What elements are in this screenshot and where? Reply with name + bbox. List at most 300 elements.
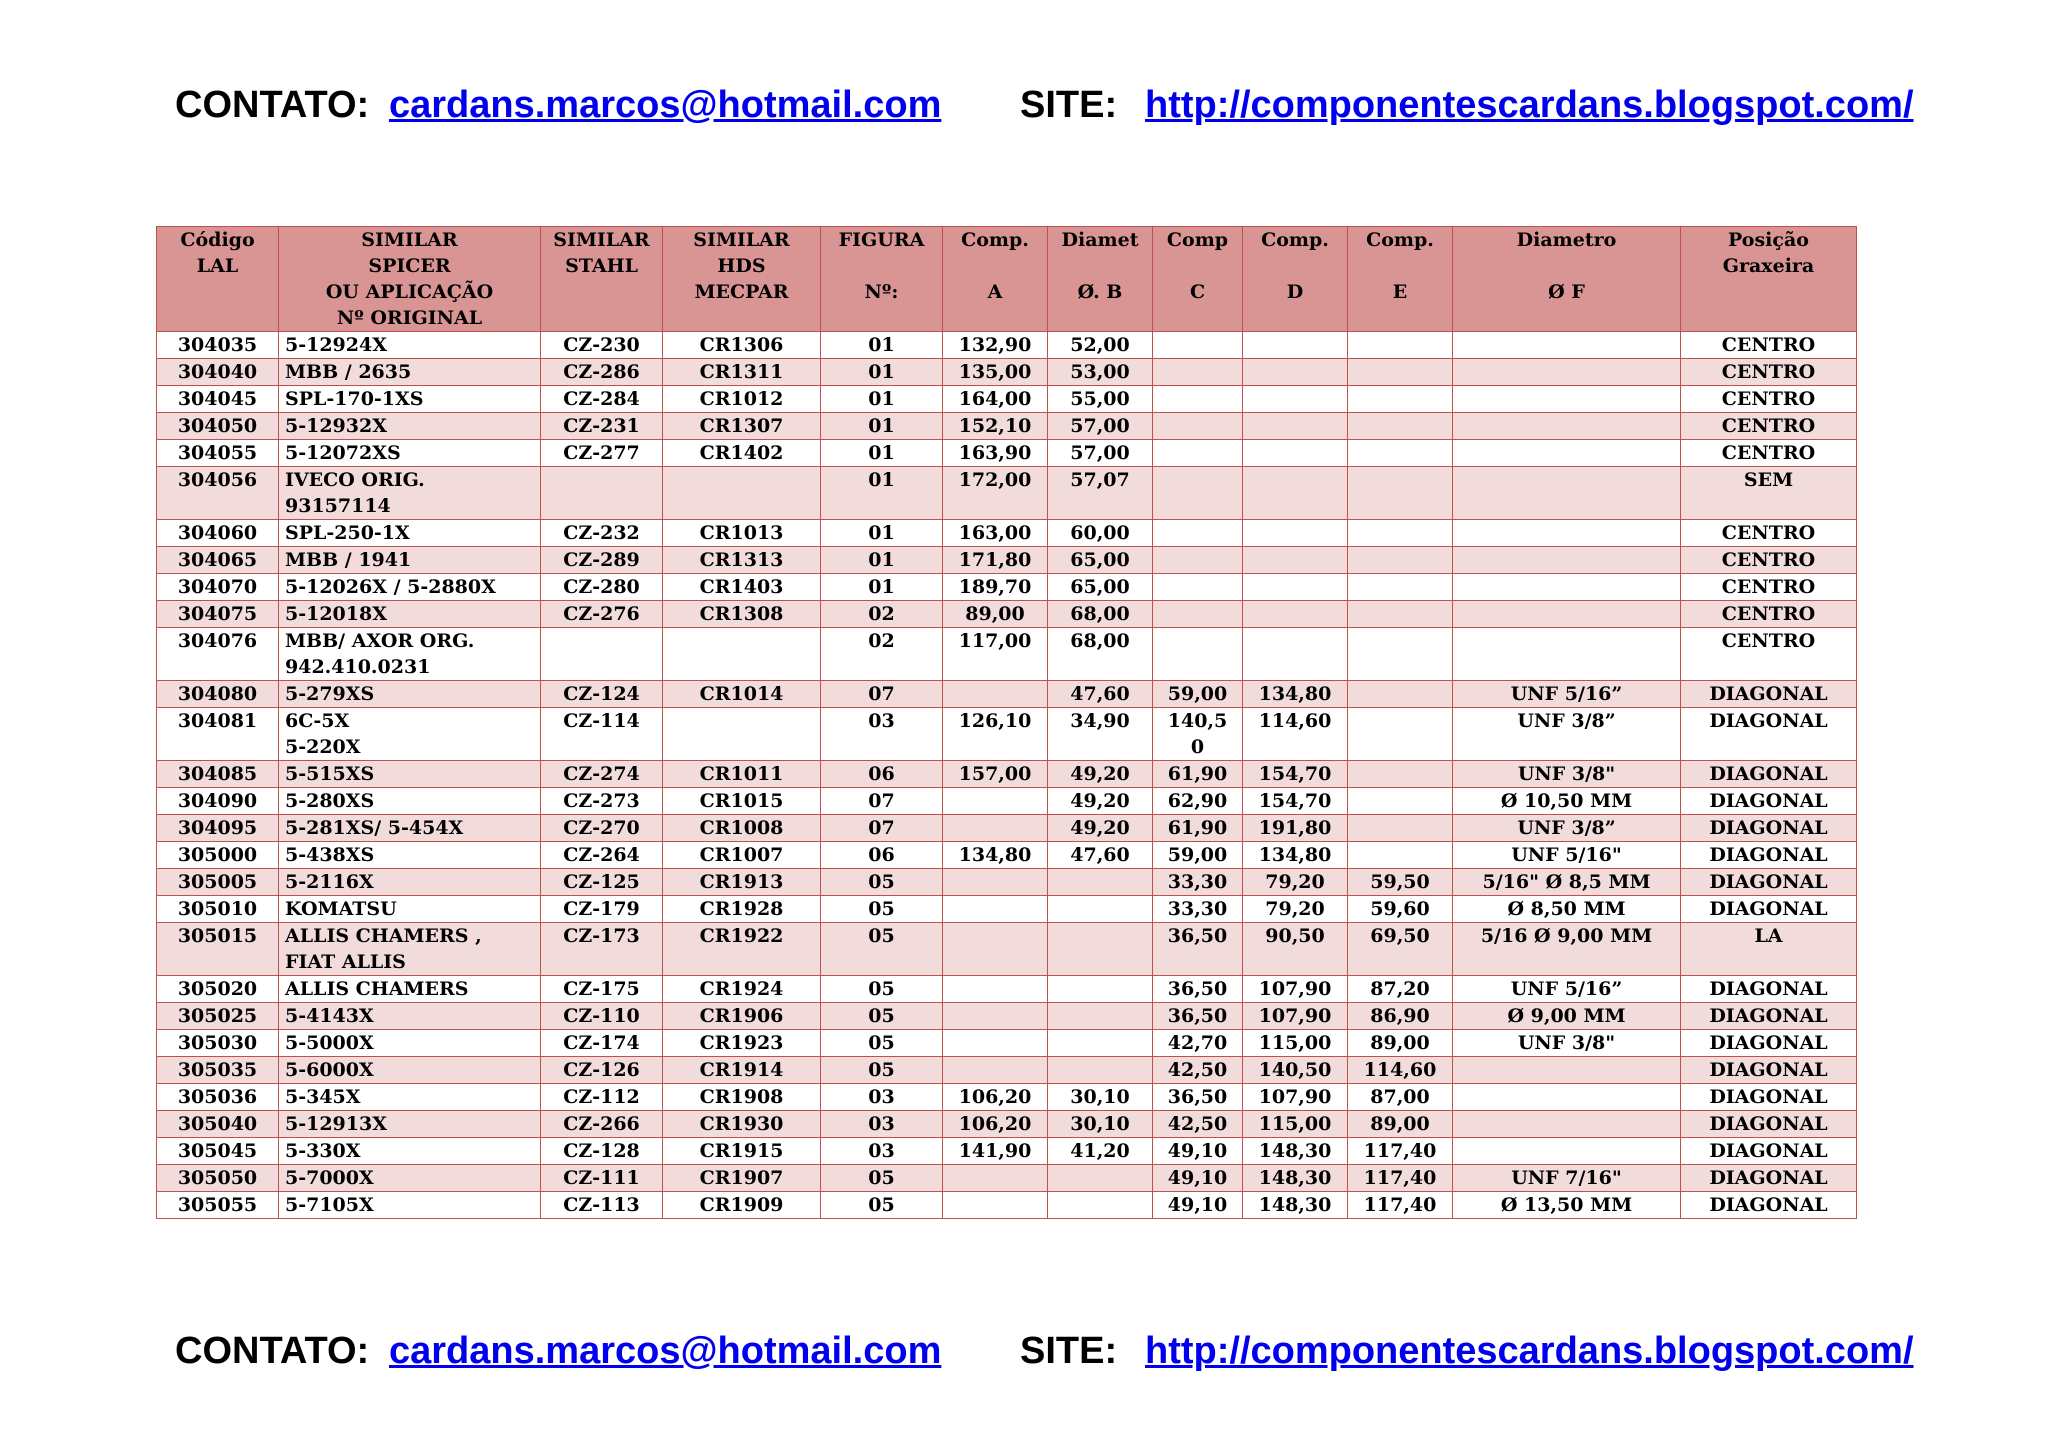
table-cell: 304095 xyxy=(157,815,279,842)
table-cell xyxy=(1348,815,1453,842)
table-cell: 07 xyxy=(821,815,943,842)
table-cell xyxy=(1453,386,1681,413)
table-cell: 304070 xyxy=(157,574,279,601)
table-cell xyxy=(1243,547,1348,574)
table-cell: CR1308 xyxy=(663,601,821,628)
table-cell: CENTRO xyxy=(1681,359,1857,386)
table-cell: 5-7105X xyxy=(279,1192,541,1219)
table-cell xyxy=(1153,332,1243,359)
table-cell: 01 xyxy=(821,547,943,574)
table-cell: 114,60 xyxy=(1243,708,1348,761)
table-cell: 55,00 xyxy=(1048,386,1153,413)
table-cell xyxy=(541,628,663,681)
contact-header xyxy=(175,84,1914,144)
table-cell: CZ-111 xyxy=(541,1165,663,1192)
table-cell xyxy=(1348,788,1453,815)
table-cell: CZ-173 xyxy=(541,923,663,976)
table-cell: CZ-264 xyxy=(541,842,663,869)
table-cell: CZ-274 xyxy=(541,761,663,788)
table-cell: 89,00 xyxy=(1348,1030,1453,1057)
table-cell: 107,90 xyxy=(1243,1084,1348,1111)
table-cell xyxy=(1453,1084,1681,1111)
table-cell: 106,20 xyxy=(943,1111,1048,1138)
table-cell: CR1928 xyxy=(663,896,821,923)
table-cell: 304081 xyxy=(157,708,279,761)
table-cell: CENTRO xyxy=(1681,440,1857,467)
table-cell: 126,10 xyxy=(943,708,1048,761)
table-cell: CZ-280 xyxy=(541,574,663,601)
table-cell: MBB / 2635 xyxy=(279,359,541,386)
table-cell xyxy=(943,681,1048,708)
table-cell xyxy=(1348,628,1453,681)
table-cell: DIAGONAL xyxy=(1681,1165,1857,1192)
table-row xyxy=(157,708,1857,761)
table-cell: 89,00 xyxy=(1348,1111,1453,1138)
column-header: FIGURA Nº: xyxy=(821,227,943,332)
table-row xyxy=(157,628,1857,681)
table-cell: 05 xyxy=(821,1003,943,1030)
table-cell: CZ-277 xyxy=(541,440,663,467)
column-header: Comp C xyxy=(1153,227,1243,332)
table-cell: 49,20 xyxy=(1048,761,1153,788)
table-cell xyxy=(1453,574,1681,601)
table-cell: CZ-286 xyxy=(541,359,663,386)
table-cell: 135,00 xyxy=(943,359,1048,386)
table-cell: 304065 xyxy=(157,547,279,574)
table-cell: CR1008 xyxy=(663,815,821,842)
table-cell xyxy=(943,976,1048,1003)
table-cell: CZ-270 xyxy=(541,815,663,842)
table-cell: 87,00 xyxy=(1348,1084,1453,1111)
table-cell: 57,00 xyxy=(1048,440,1153,467)
column-header: Comp. D xyxy=(1243,227,1348,332)
table-cell: 305055 xyxy=(157,1192,279,1219)
contact-label: CONTATO: xyxy=(175,1330,370,1372)
site-label: SITE: xyxy=(1020,84,1118,126)
table-cell: 01 xyxy=(821,413,943,440)
table-cell: 154,70 xyxy=(1243,788,1348,815)
table-cell: 5-12072XS xyxy=(279,440,541,467)
table-cell xyxy=(1348,359,1453,386)
table-cell: 5-12913X xyxy=(279,1111,541,1138)
table-row xyxy=(157,413,1857,440)
table-cell: 5-12026X / 5-2880X xyxy=(279,574,541,601)
table-cell xyxy=(1048,1003,1153,1030)
table-cell: Ø 13,50 MM xyxy=(1453,1192,1681,1219)
table-cell: 01 xyxy=(821,520,943,547)
column-header: Comp. A xyxy=(943,227,1048,332)
table-cell: 115,00 xyxy=(1243,1111,1348,1138)
table-cell: CZ-112 xyxy=(541,1084,663,1111)
table-cell: 33,30 xyxy=(1153,869,1243,896)
table-cell: CR1007 xyxy=(663,842,821,869)
table-cell: 61,90 xyxy=(1153,815,1243,842)
table-cell: 62,90 xyxy=(1153,788,1243,815)
table-cell: 52,00 xyxy=(1048,332,1153,359)
table-cell xyxy=(1153,520,1243,547)
table-cell: 305015 xyxy=(157,923,279,976)
table-cell: CZ-232 xyxy=(541,520,663,547)
table-cell xyxy=(1453,359,1681,386)
table-cell: 05 xyxy=(821,976,943,1003)
table-cell: 60,00 xyxy=(1048,520,1153,547)
table-cell: DIAGONAL xyxy=(1681,1138,1857,1165)
table-cell xyxy=(1048,1165,1153,1192)
table-row xyxy=(157,976,1857,1003)
table-cell xyxy=(1243,520,1348,547)
table-cell: 164,00 xyxy=(943,386,1048,413)
table-cell: 148,30 xyxy=(1243,1165,1348,1192)
table-cell: 305030 xyxy=(157,1030,279,1057)
column-header: SIMILAR SPICER OU APLICAÇÃO Nº ORIGINAL xyxy=(279,227,541,332)
table-cell: 5-279XS xyxy=(279,681,541,708)
table-cell: SEM xyxy=(1681,467,1857,520)
table-cell xyxy=(1048,896,1153,923)
table-row xyxy=(157,1192,1857,1219)
table-cell: 01 xyxy=(821,467,943,520)
table-cell: CZ-273 xyxy=(541,788,663,815)
table-cell xyxy=(1348,332,1453,359)
table-cell: 5-5000X xyxy=(279,1030,541,1057)
table-cell xyxy=(943,1192,1048,1219)
table-cell: 57,00 xyxy=(1048,413,1153,440)
table-cell: 6C-5X 5-220X xyxy=(279,708,541,761)
table-cell xyxy=(1153,601,1243,628)
table-cell xyxy=(1453,413,1681,440)
site-link[interactable]: http://componentescardans.blogspot.com/ xyxy=(1145,84,1914,126)
table-cell: 06 xyxy=(821,842,943,869)
table-cell xyxy=(1348,761,1453,788)
contact-footer xyxy=(175,1330,1914,1390)
table-cell: LA xyxy=(1681,923,1857,976)
table-cell: 42,50 xyxy=(1153,1111,1243,1138)
table-cell: 49,20 xyxy=(1048,788,1153,815)
table-cell: 134,80 xyxy=(943,842,1048,869)
table-row xyxy=(157,1084,1857,1111)
table-cell: 5-280XS xyxy=(279,788,541,815)
table-cell: 69,50 xyxy=(1348,923,1453,976)
table-cell: 304040 xyxy=(157,359,279,386)
table-cell: CENTRO xyxy=(1681,601,1857,628)
table-cell: MBB/ AXOR ORG. 942.410.0231 xyxy=(279,628,541,681)
table-cell: 59,60 xyxy=(1348,896,1453,923)
table-cell: CENTRO xyxy=(1681,413,1857,440)
table-cell xyxy=(943,1165,1048,1192)
table-cell xyxy=(943,923,1048,976)
table-cell: CR1915 xyxy=(663,1138,821,1165)
table-cell: 53,00 xyxy=(1048,359,1153,386)
table-cell: 5-345X xyxy=(279,1084,541,1111)
table-cell xyxy=(663,628,821,681)
table-cell: 304076 xyxy=(157,628,279,681)
table-cell xyxy=(943,788,1048,815)
table-cell: 01 xyxy=(821,332,943,359)
table-cell xyxy=(1348,440,1453,467)
table-cell: DIAGONAL xyxy=(1681,1192,1857,1219)
table-cell: 49,20 xyxy=(1048,815,1153,842)
table-row xyxy=(157,574,1857,601)
table-cell: 5/16" Ø 8,5 MM xyxy=(1453,869,1681,896)
table-row xyxy=(157,896,1857,923)
table-cell: 304085 xyxy=(157,761,279,788)
table-cell: 47,60 xyxy=(1048,842,1153,869)
table-cell: 5-281XS/ 5-454X xyxy=(279,815,541,842)
table-cell: 36,50 xyxy=(1153,1003,1243,1030)
table-cell: CZ-125 xyxy=(541,869,663,896)
table-cell xyxy=(1243,467,1348,520)
table-cell: 106,20 xyxy=(943,1084,1048,1111)
table-cell: UNF 3/8” xyxy=(1453,708,1681,761)
table-cell: 304075 xyxy=(157,601,279,628)
table-cell: 02 xyxy=(821,628,943,681)
table-cell: DIAGONAL xyxy=(1681,761,1857,788)
table-cell xyxy=(1243,440,1348,467)
table-row xyxy=(157,923,1857,976)
table-cell: DIAGONAL xyxy=(1681,681,1857,708)
table-cell: 304060 xyxy=(157,520,279,547)
table-row xyxy=(157,869,1857,896)
table-cell: 304056 xyxy=(157,467,279,520)
table-cell: 36,50 xyxy=(1153,923,1243,976)
table-cell: UNF 3/8" xyxy=(1453,761,1681,788)
table-cell: 304080 xyxy=(157,681,279,708)
table-cell xyxy=(943,1030,1048,1057)
table-cell: CR1311 xyxy=(663,359,821,386)
table-cell xyxy=(1048,869,1153,896)
table-cell: CR1922 xyxy=(663,923,821,976)
table-row xyxy=(157,1111,1857,1138)
table-row xyxy=(157,386,1857,413)
table-cell: 117,00 xyxy=(943,628,1048,681)
table-cell: KOMATSU xyxy=(279,896,541,923)
table-cell: 59,00 xyxy=(1153,681,1243,708)
table-cell: 5-6000X xyxy=(279,1057,541,1084)
table-cell: 305000 xyxy=(157,842,279,869)
table-cell xyxy=(1348,842,1453,869)
table-cell xyxy=(1348,547,1453,574)
table-cell: 304045 xyxy=(157,386,279,413)
table-cell xyxy=(1243,574,1348,601)
table-cell: CZ-114 xyxy=(541,708,663,761)
table-row xyxy=(157,1138,1857,1165)
table-cell: CR1011 xyxy=(663,761,821,788)
site-label: SITE: xyxy=(1020,1330,1118,1372)
table-cell: 107,90 xyxy=(1243,1003,1348,1030)
email-link[interactable]: cardans.marcos@hotmail.com xyxy=(389,1330,942,1372)
table-cell xyxy=(1453,520,1681,547)
table-cell: 5-12018X xyxy=(279,601,541,628)
table-cell xyxy=(1153,413,1243,440)
table-cell: 117,40 xyxy=(1348,1165,1453,1192)
table-cell xyxy=(1348,681,1453,708)
table-cell: 5-7000X xyxy=(279,1165,541,1192)
table-cell: SPL-250-1X xyxy=(279,520,541,547)
table-cell: CR1906 xyxy=(663,1003,821,1030)
contact-label: CONTATO: xyxy=(175,84,370,126)
table-cell: 59,50 xyxy=(1348,869,1453,896)
table-cell: 07 xyxy=(821,681,943,708)
table-cell: 01 xyxy=(821,386,943,413)
table-cell: 03 xyxy=(821,708,943,761)
table-cell: 163,00 xyxy=(943,520,1048,547)
table-cell: CZ-284 xyxy=(541,386,663,413)
table-cell: CZ-113 xyxy=(541,1192,663,1219)
table-row xyxy=(157,467,1857,520)
table-cell: DIAGONAL xyxy=(1681,1111,1857,1138)
table-cell xyxy=(1153,467,1243,520)
table-cell: CR1914 xyxy=(663,1057,821,1084)
table-cell: 5-330X xyxy=(279,1138,541,1165)
table-cell xyxy=(1348,386,1453,413)
table-cell: 68,00 xyxy=(1048,628,1153,681)
table-cell xyxy=(1243,386,1348,413)
table-cell xyxy=(1453,332,1681,359)
table-cell: 154,70 xyxy=(1243,761,1348,788)
table-cell: CR1909 xyxy=(663,1192,821,1219)
table-cell: 132,90 xyxy=(943,332,1048,359)
table-cell: DIAGONAL xyxy=(1681,1057,1857,1084)
site-link[interactable]: http://componentescardans.blogspot.com/ xyxy=(1145,1330,1914,1372)
table-cell: CZ-179 xyxy=(541,896,663,923)
table-cell xyxy=(943,896,1048,923)
column-header: Comp. E xyxy=(1348,227,1453,332)
table-cell: 305050 xyxy=(157,1165,279,1192)
table-row xyxy=(157,332,1857,359)
table-row xyxy=(157,359,1857,386)
table-row xyxy=(157,440,1857,467)
table-row xyxy=(157,601,1857,628)
table-cell: 191,80 xyxy=(1243,815,1348,842)
table-cell: 42,50 xyxy=(1153,1057,1243,1084)
table-cell xyxy=(1048,923,1153,976)
table-cell: 140,5 0 xyxy=(1153,708,1243,761)
table-cell: 34,90 xyxy=(1048,708,1153,761)
table-cell: DIAGONAL xyxy=(1681,842,1857,869)
table-cell: 5-2116X xyxy=(279,869,541,896)
table-cell: CR1930 xyxy=(663,1111,821,1138)
table-cell xyxy=(1453,601,1681,628)
table-cell xyxy=(943,869,1048,896)
table-cell: 49,10 xyxy=(1153,1192,1243,1219)
table-cell: 05 xyxy=(821,1030,943,1057)
table-cell: CR1313 xyxy=(663,547,821,574)
table-cell xyxy=(943,1057,1048,1084)
table-cell xyxy=(663,708,821,761)
table-cell: 49,10 xyxy=(1153,1165,1243,1192)
table-cell: Ø 8,50 MM xyxy=(1453,896,1681,923)
table-cell: 305035 xyxy=(157,1057,279,1084)
table-cell xyxy=(1153,574,1243,601)
table-cell: 07 xyxy=(821,788,943,815)
table-cell: 305020 xyxy=(157,976,279,1003)
table-cell: 30,10 xyxy=(1048,1111,1153,1138)
table-cell xyxy=(1453,547,1681,574)
table-cell: 148,30 xyxy=(1243,1192,1348,1219)
table-cell: 134,80 xyxy=(1243,842,1348,869)
table-cell xyxy=(1348,708,1453,761)
table-cell: 115,00 xyxy=(1243,1030,1348,1057)
table-cell: CR1013 xyxy=(663,520,821,547)
table-cell: 36,50 xyxy=(1153,1084,1243,1111)
table-cell: CZ-174 xyxy=(541,1030,663,1057)
table-cell: 65,00 xyxy=(1048,547,1153,574)
table-cell: CZ-128 xyxy=(541,1138,663,1165)
table-cell: CZ-231 xyxy=(541,413,663,440)
table-cell: 36,50 xyxy=(1153,976,1243,1003)
table-cell: CR1012 xyxy=(663,386,821,413)
table-cell: 5-438XS xyxy=(279,842,541,869)
table-cell xyxy=(1348,413,1453,440)
table-cell: DIAGONAL xyxy=(1681,708,1857,761)
table-cell xyxy=(1153,359,1243,386)
table-cell xyxy=(1348,601,1453,628)
table-cell: UNF 5/16" xyxy=(1453,842,1681,869)
table-cell xyxy=(541,467,663,520)
table-cell: 06 xyxy=(821,761,943,788)
table-cell: 05 xyxy=(821,1192,943,1219)
table-cell: 42,70 xyxy=(1153,1030,1243,1057)
table-cell xyxy=(943,815,1048,842)
table-cell: CENTRO xyxy=(1681,547,1857,574)
table-cell: 305025 xyxy=(157,1003,279,1030)
table-cell: 33,30 xyxy=(1153,896,1243,923)
table-cell: 305005 xyxy=(157,869,279,896)
table-cell: DIAGONAL xyxy=(1681,896,1857,923)
table-cell: 107,90 xyxy=(1243,976,1348,1003)
table-body xyxy=(157,332,1857,1219)
column-header: SIMILAR STAHL xyxy=(541,227,663,332)
table-cell: 172,00 xyxy=(943,467,1048,520)
table-row xyxy=(157,520,1857,547)
table-cell: 304050 xyxy=(157,413,279,440)
table-cell xyxy=(1153,547,1243,574)
table-cell: 90,50 xyxy=(1243,923,1348,976)
table-cell xyxy=(1153,386,1243,413)
parts-table xyxy=(156,226,1857,1219)
table-cell xyxy=(943,1003,1048,1030)
table-cell xyxy=(1453,1111,1681,1138)
table-cell: 86,90 xyxy=(1348,1003,1453,1030)
table-cell: 5-12932X xyxy=(279,413,541,440)
table-cell xyxy=(1453,1138,1681,1165)
table-row xyxy=(157,1030,1857,1057)
table-cell: 01 xyxy=(821,574,943,601)
table-cell: 117,40 xyxy=(1348,1138,1453,1165)
table-cell: CENTRO xyxy=(1681,332,1857,359)
email-link[interactable]: cardans.marcos@hotmail.com xyxy=(389,84,942,126)
table-cell: 305040 xyxy=(157,1111,279,1138)
column-header: SIMILAR HDS MECPAR xyxy=(663,227,821,332)
table-cell xyxy=(1153,440,1243,467)
table-cell: CR1307 xyxy=(663,413,821,440)
table-cell xyxy=(1048,1030,1153,1057)
table-cell xyxy=(1453,467,1681,520)
table-cell: 89,00 xyxy=(943,601,1048,628)
table-cell: 79,20 xyxy=(1243,869,1348,896)
table-cell: 304035 xyxy=(157,332,279,359)
table-cell: CZ-124 xyxy=(541,681,663,708)
table-cell xyxy=(1243,413,1348,440)
table-cell: UNF 3/8" xyxy=(1453,1030,1681,1057)
table-cell xyxy=(1048,1192,1153,1219)
table-cell: 171,80 xyxy=(943,547,1048,574)
table-cell: UNF 7/16" xyxy=(1453,1165,1681,1192)
table-cell: CZ-276 xyxy=(541,601,663,628)
table-cell: Ø 10,50 MM xyxy=(1453,788,1681,815)
table-cell: 41,20 xyxy=(1048,1138,1153,1165)
table-row xyxy=(157,815,1857,842)
table-cell: 57,07 xyxy=(1048,467,1153,520)
